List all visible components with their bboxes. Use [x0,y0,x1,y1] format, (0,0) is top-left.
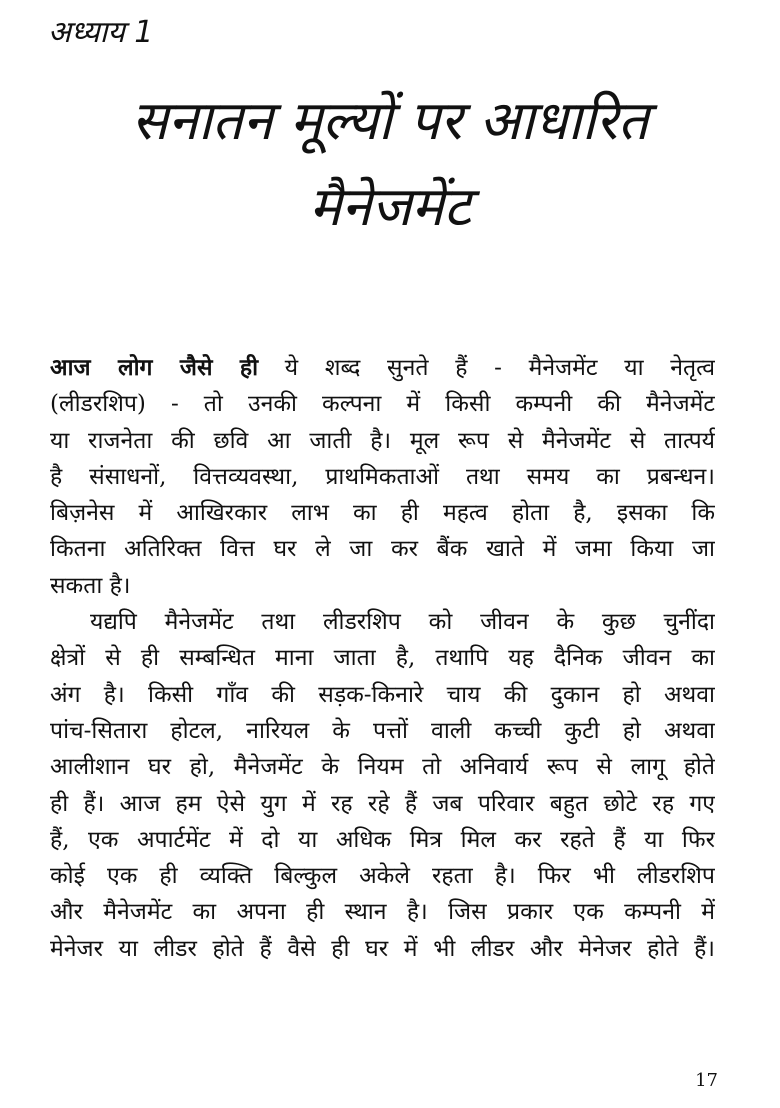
paragraph-1 [50,350,715,604]
text-line: मेनेजर या लीडर होते हैं वैसे ही घर में भी लीडर और मेनेजर होते हैं। [50,935,715,962]
text-line: यद्यपि मैनेजमेंट तथा लीडरशिप को जीवन के कुछ चुनींदा [90,609,715,636]
text-line: है संसाधनों, वित्तव्यवस्था, प्राथमिकताओं तथा समय का प्रबन्धन। [50,463,715,490]
chapter-title [20,78,760,250]
lead-phrase: आज लोग जैसे ही [50,355,259,381]
body-text [50,350,715,967]
text-line: अंग है। किसी गाँव की सड़क-किनारे चाय की दुकान हो अथवा [50,681,715,708]
text-line [50,350,715,386]
text-line: (लीडरशिप) - तो उनकी कल्पना में किसी कम्पनी की मैनेजमेंट [50,391,715,418]
text-line: और मैनेजमेंट का अपना ही स्थान है। जिस प्रकार एक कम्पनी में [50,899,715,926]
text-line: हैं, एक अपार्टमेंट में दो या अधिक मित्र मिल कर रहते हैं या फिर [50,826,715,853]
text-line-remainder: ये शब्द सुनते हैं - मैनेजमेंट या नेतृत्व [258,355,715,381]
text-line: कितना अतिरिक्त वित्त घर ले जा कर बैंक खाते में जमा किया जा [50,536,715,563]
paragraph-2 [50,604,715,967]
text-line: सकता है। [50,572,131,599]
chapter-label: अध्याय 1 [48,15,154,50]
text-line: कोई एक ही व्यक्ति बिल्कुल अकेले रहता है। फिर भी लीडरशिप [50,863,715,890]
text-line: या राजनेता की छवि आ जाती है। मूल रूप से मैनेजमेंट से तात्पर्य [50,427,715,454]
chapter-title-line-2: मैनेजमेंट [309,175,471,238]
text-line: आलीशान घर हो, मैनेजमेंट के नियम तो अनिवार्य रूप से लागू होते [50,754,715,781]
text-line: बिज़नेस में आखिरकार लाभ का ही महत्व होता है, इसका कि [50,500,715,527]
text-line: ही हैं। आज हम ऐसे युग में रह रहे हैं जब परिवार बहुत छोटे रह गए [50,790,715,817]
text-line: क्षेत्रों से ही सम्बन्धित माना जाता है, तथापि यह दैनिक जीवन का [50,645,715,672]
text-line: पांच-सितारा होटल, नारियल के पत्तों वाली कच्ची कुटी हो अथवा [50,717,715,744]
page-number: 17 [695,1070,718,1091]
chapter-title-line-1: सनातन मूल्यों पर आधारित [131,89,649,152]
